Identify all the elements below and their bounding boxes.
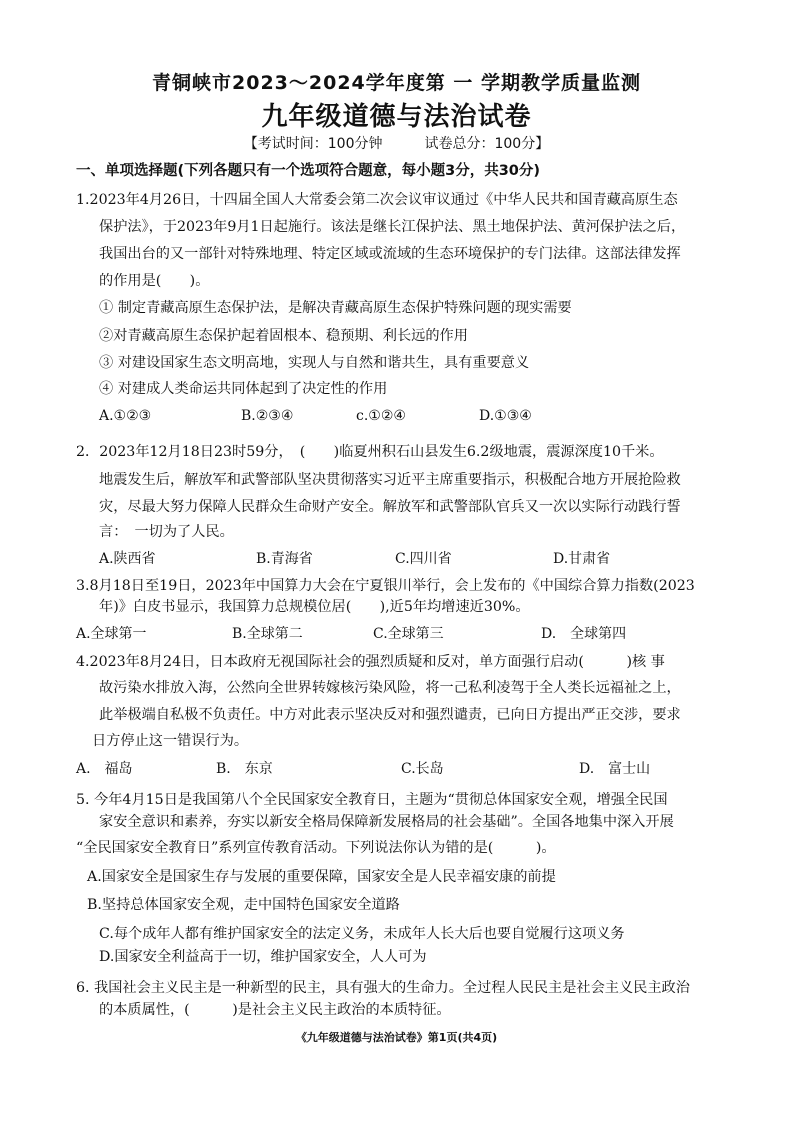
question-line: 地震发生后，解放军和武警部队坚决贯彻落实习近平主席重要指示，积极配合地方开展抢险救: [99, 472, 681, 488]
question-line: 我国出台的又一部针对特殊地理、特定区域或流域的生态环境保护的专门法律。这部法律发挥: [99, 246, 681, 262]
option-b: B.坚持总体国家安全观，走中国特色国家安全道路: [87, 897, 400, 913]
option-c: c.①②④: [356, 408, 406, 424]
option-d: D.甘肃省: [553, 551, 611, 567]
question-line: 保护法》，于2023年9月1日起施行。该法是继长江保护法、黑土地保护法、黄河保护法之后，: [99, 219, 686, 235]
question-line: 言： 一切为了人民。: [99, 524, 234, 540]
question-line: 灾，尽最大努力保障人民群众生命财产安全。解放军和武警部队官兵又一次以实际行动践行誓: [99, 499, 681, 515]
option-a: A.陕西省: [99, 551, 156, 567]
exam-title-main: 九年级道德与法治试卷: [261, 102, 532, 132]
option-a: A.①②③: [99, 408, 152, 424]
option-c: C.每个成年人都有维护国家安全的法定义务，未成年人长大后也要自觉履行这项义务: [99, 926, 625, 942]
question-line: 5. 今年4月15日是我国第八个全民国家安全教育日，主题为“贯彻总体国家安全观，增强全民国: [76, 792, 668, 808]
option-d: D.国家安全利益高于一切，维护国家安全，人人可为: [99, 949, 427, 965]
question-line: 日方停止这一错误行为。: [92, 733, 249, 749]
question-line: 6. 我国社会主义民主是一种新型的民主，具有强大的生命力。全过程人民民主是社会主义民主政治: [76, 980, 690, 996]
question-line: 故污染水排放入海，公然向全世界转嫁核污染风险，将一己私利凌驾于全人类长远福祉之上，: [99, 680, 681, 696]
question-line: 4.2023年8月24日，日本政府无视国际社会的强烈质疑和反对，单方面强行启动( )核 事: [76, 654, 665, 670]
option-b: B. 东京: [216, 761, 273, 777]
statement-4: ④ 对建成人类命运共同体起到了决定性的作用: [99, 381, 388, 397]
option-c: C.全球第三: [373, 626, 444, 642]
option-b: B.全球第二: [232, 626, 303, 642]
question-line: 年)》白皮书显示，我国算力总规模位居( ),近5年均增速近30%。: [99, 599, 530, 615]
option-c: C.四川省: [395, 551, 452, 567]
question-line: 2．2023年12月18日23时59分， ( )临夏州积石山县发生6.2级地震，震源深度10千米。: [76, 444, 664, 460]
question-line: 家安全意识和素养，夯实以新安全格局保障新发展格局的社会基础”。全国各地集中深入开展: [99, 814, 674, 830]
question-line: 的作用是( )。: [99, 273, 210, 289]
exam-info: 【考试时间：100分钟 试卷总分：100分】: [243, 136, 550, 152]
option-d: D. 全球第四: [541, 626, 627, 642]
question-line: “全民国家安全教育日”系列宣传教育活动。下列说法你认为错的是( )。: [76, 840, 556, 856]
option-a: A.国家安全是国家生存与发展的重要保障，国家安全是人民幸福安康的前提: [87, 869, 556, 885]
option-b: B.青海省: [256, 551, 313, 567]
option-d: D. 富士山: [579, 761, 651, 777]
option-a: A.全球第一: [76, 626, 147, 642]
option-a: A. 福岛: [76, 761, 133, 777]
question-line: 1.2023年4月26日，十四届全国人大常委会第二次会议审议通过《中华人民共和国青藏高原生态: [76, 192, 678, 208]
question-line: 此举极端自私极不负责任。中方对此表示坚决反对和强烈谴责，已向日方提出严正交涉，要求: [99, 707, 681, 723]
page-footer: 《九年级道德与法治试卷》第1页(共4页): [295, 1031, 498, 1044]
statement-2: ②对青藏高原生态保护起着固根本、稳预期、利长远的作用: [99, 328, 468, 344]
statement-1: ① 制定青藏高原生态保护法，是解决青藏高原生态保护特殊问题的现实需要: [99, 300, 572, 316]
question-line: 的本质属性，( )是社会主义民主政治的本质特征。: [99, 1002, 451, 1018]
section-heading: 一、单项选择题(下列各题只有一个选项符合题意，每小题3分，共30分): [76, 163, 541, 179]
question-line: 3.8月18日至19日，2023年中国算力大会在宁夏银川举行，会上发布的《中国综合算力指数(2023: [76, 578, 695, 594]
option-b: B.②③④: [241, 408, 294, 424]
exam-title-line1: 青铜峡市2023～2024学年度第 一 学期教学质量监测: [152, 72, 641, 94]
option-d: D.①③④: [479, 408, 532, 424]
option-c: C.长岛: [401, 761, 444, 777]
statement-3: ③ 对建设国家生态文明高地，实现人与自然和谐共生，具有重要意义: [99, 355, 530, 371]
